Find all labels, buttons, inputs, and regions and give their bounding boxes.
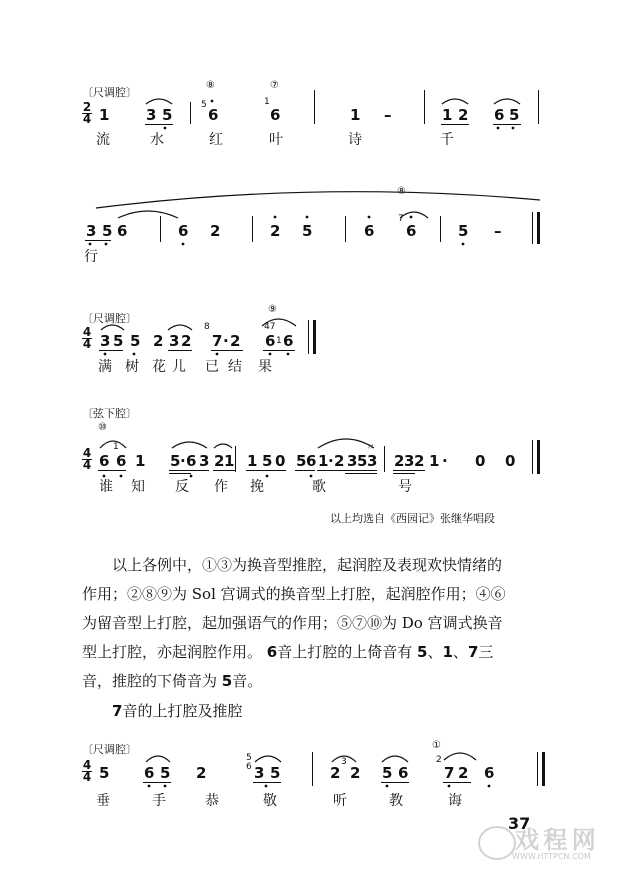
lyric: 诲 [448, 793, 462, 809]
octave-dot [287, 353, 290, 356]
circled-number: ⑩ [98, 422, 107, 433]
note: 5 [170, 452, 181, 470]
lyric: 号 [398, 479, 412, 495]
octave-dot [512, 127, 515, 130]
note: 6 [283, 332, 294, 350]
slur [442, 99, 468, 104]
time-signature: 4 4 [82, 758, 92, 784]
note: 5 [160, 764, 171, 782]
note: 5 [270, 764, 281, 782]
slur [318, 439, 374, 448]
inline-note: 7 [467, 643, 479, 661]
note: 1 [442, 106, 453, 124]
lyric: 已 [205, 359, 219, 375]
grace-note: 3 [341, 757, 347, 767]
octave-dot [266, 475, 269, 478]
octave-dot [265, 785, 268, 788]
slur [168, 325, 192, 330]
circled-number: ⑧ [206, 80, 215, 91]
slur [118, 211, 178, 218]
grace-note: 6 [246, 762, 252, 772]
note: 6 [265, 332, 276, 350]
lyric: 树 [125, 359, 139, 375]
octave-dot [133, 353, 136, 356]
note: 5 [113, 332, 124, 350]
lyric: 歌 [312, 479, 326, 495]
octave-dot [216, 353, 219, 356]
note: 3 [146, 106, 157, 124]
paragraph-line: 为留音型上打腔，起加强语气的作用；⑤⑦⑩为 Do 宫调式换音 [82, 614, 503, 632]
source-note: 以上均选自《西园记》张继华唱段 [330, 512, 495, 525]
time-signature: 4 4 [82, 325, 92, 351]
octave-dot [164, 127, 167, 130]
octave-dot [103, 475, 106, 478]
grace-note: 1 [276, 336, 282, 346]
lyric: 作 [214, 479, 228, 495]
dot: · [223, 332, 229, 350]
dot: · [328, 452, 334, 470]
lyric: 诗 [348, 132, 362, 148]
note: 5 [162, 106, 173, 124]
octave-dot [386, 785, 389, 788]
slur [100, 441, 126, 448]
mode-label: 〔尺调腔〕 [82, 743, 137, 756]
octave-dot [164, 785, 167, 788]
slur [101, 325, 124, 330]
note: 1 [99, 106, 110, 124]
note: 0 [505, 452, 516, 470]
lyric: 反 [175, 479, 189, 495]
octave-dot [368, 216, 371, 219]
note: 2 [334, 452, 345, 470]
note: 5 [302, 222, 313, 240]
note: 6 [116, 452, 127, 470]
note: 2 [196, 764, 207, 782]
note: 6 [398, 764, 409, 782]
note: 3 [347, 452, 358, 470]
grace-note: 5 [201, 100, 207, 110]
note: 2 [458, 106, 469, 124]
octave-dot [120, 475, 123, 478]
note: 2 [214, 452, 225, 470]
note: 1 [224, 452, 235, 470]
note: 6 [178, 222, 189, 240]
inline-note: 5 [221, 672, 233, 690]
note: 6 [484, 764, 495, 782]
note-dash: – [494, 222, 502, 240]
watermark-url: WWW.HTTPCN.COM [512, 852, 591, 861]
octave-dot [182, 243, 185, 246]
circled-number: ⑧ [397, 186, 406, 197]
note: 2 [153, 332, 164, 350]
inline-note: 6 [266, 643, 278, 661]
note: 2 [394, 452, 405, 470]
circled-number: ⑦ [270, 80, 279, 91]
octave-dot [462, 243, 465, 246]
slur [262, 319, 296, 326]
note: 6 [208, 106, 219, 124]
grace-note: 5 [246, 753, 252, 763]
note: 5 [509, 106, 520, 124]
note: 1 [318, 452, 329, 470]
note: 6 [270, 106, 281, 124]
grace-note: 47 [264, 322, 276, 332]
note: 0 [275, 452, 286, 470]
slur [146, 99, 172, 104]
page-number: 37 [508, 814, 531, 833]
note: 1 [350, 106, 361, 124]
note: 3 [254, 764, 265, 782]
lyric: 花 [152, 359, 166, 375]
note: 0 [475, 452, 486, 470]
note: 2 [414, 452, 425, 470]
note: 2 [458, 764, 469, 782]
grace-note: 1 [113, 442, 119, 452]
slur [146, 756, 170, 762]
note: 5 [99, 764, 110, 782]
octave-dot [104, 353, 107, 356]
octave-dot [89, 243, 92, 246]
slur [172, 442, 207, 448]
octave-dot [211, 100, 214, 103]
lyric: 果 [258, 359, 272, 375]
grace-note: 1 [264, 97, 270, 107]
grace-note: 2 [436, 755, 442, 765]
circled-number: ① [432, 740, 441, 751]
inline-note: 1 [442, 643, 453, 661]
time-signature: 4 4 [82, 446, 92, 472]
octave-dot [310, 475, 313, 478]
lyric: 谁 [99, 479, 113, 495]
note: 5 [102, 222, 113, 240]
slur [96, 192, 540, 208]
note: 6 [117, 222, 128, 240]
octave-dot [497, 127, 500, 130]
octave-dot [274, 216, 277, 219]
note: 6 [364, 222, 375, 240]
lyric: 结 [228, 359, 242, 375]
note: 5 [458, 222, 469, 240]
note: 5 [262, 452, 273, 470]
note: 7 [212, 332, 223, 350]
grace-note: 〃 [366, 443, 376, 453]
lyric: 叶 [269, 132, 283, 148]
paragraph-line: 音，推腔的下倚音为 5音。 [82, 672, 263, 690]
note: 3 [404, 452, 415, 470]
note: 3 [169, 332, 180, 350]
dot: · [180, 452, 186, 470]
slur [214, 444, 232, 448]
lyric: 红 [209, 132, 223, 148]
octave-dot [410, 216, 413, 219]
slur [255, 756, 281, 762]
slur [382, 756, 408, 762]
note: 5 [130, 332, 141, 350]
lyric: 教 [389, 793, 403, 809]
slur [400, 212, 428, 218]
note: 2 [330, 764, 341, 782]
lyric: 敬 [263, 793, 277, 809]
note: 6 [306, 452, 317, 470]
octave-dot [105, 243, 108, 246]
lyric: 恭 [205, 793, 219, 809]
note: 6 [406, 222, 417, 240]
octave-dot [448, 785, 451, 788]
circled-number: ⑨ [268, 304, 277, 315]
note: 2 [350, 764, 361, 782]
watermark-text: 戏 程 网 [515, 826, 594, 854]
note: 5 [357, 452, 368, 470]
note: 3 [86, 222, 97, 240]
note: 5 [382, 764, 393, 782]
paragraph-line: 作用；②⑧⑨为 Sol 宫调式的换音型上打腔，起润腔作用；④⑥ [82, 585, 506, 603]
paragraph-line: 以上各例中，①③为换音型推腔，起润腔及表现欢快情绪的 [112, 556, 503, 574]
grace-note: 8 [204, 322, 210, 332]
lyric: 听 [333, 793, 347, 809]
note: 6 [186, 452, 197, 470]
lyric: 挽 [250, 479, 264, 495]
mode-label: 〔尺调腔〕 [82, 86, 137, 99]
lyric: 垂 [96, 793, 110, 809]
slur [444, 753, 476, 760]
note: 6 [99, 452, 110, 470]
note: 2 [270, 222, 281, 240]
slur [332, 756, 356, 762]
lyric: 知 [131, 479, 145, 495]
note: 2 [210, 222, 221, 240]
note: 6 [144, 764, 155, 782]
note: 3 [100, 332, 111, 350]
octave-dot [190, 475, 193, 478]
note: 3 [367, 452, 378, 470]
grace-note: 7 [398, 214, 404, 224]
dot: · [442, 452, 448, 470]
inline-note: 7 [112, 702, 123, 720]
note: 1 [429, 452, 440, 470]
note: 6 [494, 106, 505, 124]
note: 5 [296, 452, 307, 470]
note: 1 [135, 452, 146, 470]
time-signature: 2 4 [82, 100, 92, 126]
octave-dot [269, 353, 272, 356]
lyric: 千 [440, 132, 454, 148]
mode-label: 〔尺调腔〕 [82, 312, 137, 325]
lyric: 儿 [172, 359, 186, 375]
mode-label: 〔弦下腔〕 [82, 407, 137, 420]
lyric: 流 [96, 132, 110, 148]
octave-dot [148, 785, 151, 788]
lyric: 行 [84, 249, 98, 265]
lyric: 水 [150, 132, 164, 148]
inline-note: 5 [417, 643, 428, 661]
lyric: 手 [152, 793, 166, 809]
octave-dot [306, 216, 309, 219]
octave-dot [488, 785, 491, 788]
paragraph-line: 型上打腔，亦起润腔作用。 6音上打腔的上倚音有 5、1、7三 [82, 643, 494, 661]
note: 2 [181, 332, 192, 350]
note: 7 [444, 764, 455, 782]
slur [494, 99, 520, 104]
note: 3 [199, 452, 210, 470]
note: 2 [230, 332, 241, 350]
note: 1 [247, 452, 258, 470]
lyric: 满 [98, 359, 112, 375]
note-dash: – [384, 106, 392, 124]
section-heading: 7音的上打腔及推腔 [112, 702, 243, 720]
